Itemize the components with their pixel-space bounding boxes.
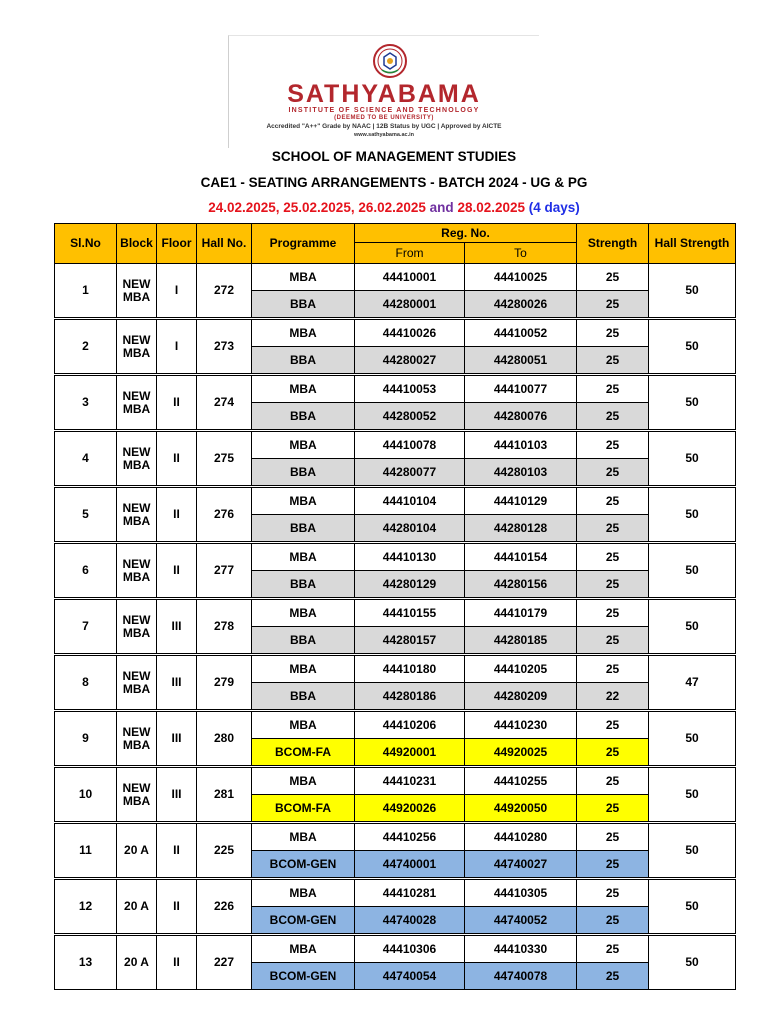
strength-cell: 25 bbox=[577, 824, 649, 851]
strength-cell: 25 bbox=[577, 907, 649, 934]
strength-cell: 25 bbox=[577, 656, 649, 683]
table-row bbox=[55, 264, 736, 291]
programme-cell: MBA bbox=[252, 544, 355, 571]
strength-cell: 25 bbox=[577, 739, 649, 766]
programme-cell: MBA bbox=[252, 936, 355, 963]
exam-dates bbox=[0, 200, 768, 215]
hall-strength-cell: 50 bbox=[649, 488, 736, 542]
strength-cell: 25 bbox=[577, 347, 649, 374]
block-cell: 20 A bbox=[117, 880, 157, 934]
header-to: To bbox=[465, 243, 577, 264]
reg-to-cell: 44410205 bbox=[465, 656, 577, 683]
strength-cell: 25 bbox=[577, 376, 649, 403]
block-cell: NEW MBA bbox=[117, 264, 157, 318]
institution-logo bbox=[228, 35, 539, 148]
university-emblem-icon bbox=[372, 43, 408, 79]
programme-cell: BCOM-GEN bbox=[252, 963, 355, 990]
reg-to-cell: 44280209 bbox=[465, 683, 577, 710]
reg-to-cell: 44280185 bbox=[465, 627, 577, 654]
strength-cell: 25 bbox=[577, 851, 649, 878]
sl-no-cell: 1 bbox=[55, 264, 117, 318]
floor-cell: I bbox=[157, 320, 197, 374]
programme-cell: BBA bbox=[252, 571, 355, 598]
reg-from-cell: 44920001 bbox=[355, 739, 465, 766]
strength-cell: 25 bbox=[577, 403, 649, 430]
strength-cell: 25 bbox=[577, 936, 649, 963]
hall-strength-cell: 50 bbox=[649, 432, 736, 486]
sl-no-cell: 7 bbox=[55, 600, 117, 654]
reg-from-cell: 44410180 bbox=[355, 656, 465, 683]
reg-to-cell: 44280156 bbox=[465, 571, 577, 598]
reg-to-cell: 44410129 bbox=[465, 488, 577, 515]
dates-text: 24.02.2025, 25.02.2025, 26.02.2025 bbox=[208, 200, 426, 215]
hall-no-cell: 274 bbox=[197, 376, 252, 430]
programme-cell: MBA bbox=[252, 432, 355, 459]
programme-cell: BCOM-GEN bbox=[252, 907, 355, 934]
strength-cell: 25 bbox=[577, 264, 649, 291]
hall-strength-cell: 50 bbox=[649, 880, 736, 934]
reg-from-cell: 44410104 bbox=[355, 488, 465, 515]
reg-from-cell: 44410078 bbox=[355, 432, 465, 459]
logo-website: www.sathyabama.ac.in bbox=[353, 132, 414, 138]
hall-no-cell: 225 bbox=[197, 824, 252, 878]
strength-cell: 25 bbox=[577, 768, 649, 795]
sl-no-cell: 3 bbox=[55, 376, 117, 430]
programme-cell: MBA bbox=[252, 600, 355, 627]
block-cell: NEW MBA bbox=[117, 544, 157, 598]
programme-cell: MBA bbox=[252, 656, 355, 683]
strength-cell: 25 bbox=[577, 320, 649, 347]
table-row bbox=[55, 712, 736, 739]
strength-cell: 25 bbox=[577, 712, 649, 739]
floor-cell: II bbox=[157, 488, 197, 542]
reg-from-cell: 44280129 bbox=[355, 571, 465, 598]
reg-from-cell: 44740001 bbox=[355, 851, 465, 878]
programme-cell: BBA bbox=[252, 347, 355, 374]
reg-from-cell: 44410001 bbox=[355, 264, 465, 291]
block-cell: NEW MBA bbox=[117, 768, 157, 822]
reg-from-cell: 44410256 bbox=[355, 824, 465, 851]
reg-from-cell: 44280077 bbox=[355, 459, 465, 486]
strength-cell: 25 bbox=[577, 880, 649, 907]
block-cell: NEW MBA bbox=[117, 320, 157, 374]
block-cell: NEW MBA bbox=[117, 656, 157, 710]
reg-to-cell: 44410052 bbox=[465, 320, 577, 347]
hall-strength-cell: 50 bbox=[649, 712, 736, 766]
sl-no-cell: 2 bbox=[55, 320, 117, 374]
logo-name: SATHYABAMA bbox=[287, 80, 481, 108]
hall-strength-cell: 47 bbox=[649, 656, 736, 710]
reg-from-cell: 44280052 bbox=[355, 403, 465, 430]
reg-from-cell: 44920026 bbox=[355, 795, 465, 822]
floor-cell: III bbox=[157, 656, 197, 710]
floor-cell: II bbox=[157, 880, 197, 934]
block-cell: NEW MBA bbox=[117, 376, 157, 430]
sl-no-cell: 11 bbox=[55, 824, 117, 878]
header-sl-no: Sl.No bbox=[55, 224, 117, 264]
logo-deemed: (DEEMED TO BE UNIVERSITY) bbox=[334, 115, 434, 121]
floor-cell: II bbox=[157, 376, 197, 430]
block-cell: NEW MBA bbox=[117, 432, 157, 486]
strength-cell: 25 bbox=[577, 544, 649, 571]
sl-no-cell: 12 bbox=[55, 880, 117, 934]
hall-no-cell: 227 bbox=[197, 936, 252, 990]
reg-to-cell: 44410255 bbox=[465, 768, 577, 795]
reg-to-cell: 44410025 bbox=[465, 264, 577, 291]
hall-strength-cell: 50 bbox=[649, 768, 736, 822]
reg-from-cell: 44740054 bbox=[355, 963, 465, 990]
floor-cell: I bbox=[157, 264, 197, 318]
reg-from-cell: 44410281 bbox=[355, 880, 465, 907]
strength-cell: 25 bbox=[577, 571, 649, 598]
reg-to-cell: 44280076 bbox=[465, 403, 577, 430]
hall-strength-cell: 50 bbox=[649, 600, 736, 654]
hall-strength-cell: 50 bbox=[649, 936, 736, 990]
hall-strength-cell: 50 bbox=[649, 320, 736, 374]
block-cell: NEW MBA bbox=[117, 600, 157, 654]
hall-no-cell: 275 bbox=[197, 432, 252, 486]
hall-no-cell: 273 bbox=[197, 320, 252, 374]
programme-cell: BCOM-GEN bbox=[252, 851, 355, 878]
reg-from-cell: 44410206 bbox=[355, 712, 465, 739]
programme-cell: BBA bbox=[252, 291, 355, 318]
seating-table bbox=[54, 223, 736, 990]
table-row bbox=[55, 320, 736, 347]
programme-cell: MBA bbox=[252, 264, 355, 291]
sl-no-cell: 13 bbox=[55, 936, 117, 990]
block-cell: 20 A bbox=[117, 824, 157, 878]
strength-cell: 25 bbox=[577, 488, 649, 515]
reg-to-cell: 44920050 bbox=[465, 795, 577, 822]
table-row bbox=[55, 880, 736, 907]
hall-strength-cell: 50 bbox=[649, 264, 736, 318]
table-row bbox=[55, 544, 736, 571]
block-cell: NEW MBA bbox=[117, 712, 157, 766]
programme-cell: MBA bbox=[252, 488, 355, 515]
reg-to-cell: 44280026 bbox=[465, 291, 577, 318]
floor-cell: II bbox=[157, 824, 197, 878]
hall-no-cell: 226 bbox=[197, 880, 252, 934]
reg-from-cell: 44410231 bbox=[355, 768, 465, 795]
reg-to-cell: 44280128 bbox=[465, 515, 577, 542]
hall-no-cell: 272 bbox=[197, 264, 252, 318]
header-programme: Programme bbox=[252, 224, 355, 264]
strength-cell: 25 bbox=[577, 795, 649, 822]
header-from: From bbox=[355, 243, 465, 264]
header-reg-no: Reg. No. bbox=[355, 224, 577, 243]
programme-cell: BBA bbox=[252, 459, 355, 486]
floor-cell: II bbox=[157, 432, 197, 486]
table-row bbox=[55, 768, 736, 795]
strength-cell: 25 bbox=[577, 963, 649, 990]
header-floor: Floor bbox=[157, 224, 197, 264]
sl-no-cell: 6 bbox=[55, 544, 117, 598]
table-row bbox=[55, 488, 736, 515]
table-row bbox=[55, 656, 736, 683]
hall-no-cell: 280 bbox=[197, 712, 252, 766]
reg-from-cell: 44280186 bbox=[355, 683, 465, 710]
reg-to-cell: 44410230 bbox=[465, 712, 577, 739]
strength-cell: 25 bbox=[577, 627, 649, 654]
reg-from-cell: 44410130 bbox=[355, 544, 465, 571]
table-row bbox=[55, 824, 736, 851]
sl-no-cell: 5 bbox=[55, 488, 117, 542]
table-row bbox=[55, 432, 736, 459]
reg-to-cell: 44410330 bbox=[465, 936, 577, 963]
reg-to-cell: 44410280 bbox=[465, 824, 577, 851]
hall-no-cell: 281 bbox=[197, 768, 252, 822]
table-row bbox=[55, 600, 736, 627]
header-block: Block bbox=[117, 224, 157, 264]
school-title: SCHOOL OF MANAGEMENT STUDIES bbox=[271, 149, 517, 164]
programme-cell: BBA bbox=[252, 627, 355, 654]
programme-cell: BCOM-FA bbox=[252, 739, 355, 766]
programme-cell: BBA bbox=[252, 515, 355, 542]
hall-no-cell: 278 bbox=[197, 600, 252, 654]
hall-strength-cell: 50 bbox=[649, 376, 736, 430]
floor-cell: III bbox=[157, 768, 197, 822]
sl-no-cell: 8 bbox=[55, 656, 117, 710]
reg-to-cell: 44410154 bbox=[465, 544, 577, 571]
exam-title: CAE1 - SEATING ARRANGEMENTS - BATCH 2024 - UG & PG bbox=[200, 175, 588, 190]
reg-from-cell: 44740028 bbox=[355, 907, 465, 934]
hall-strength-cell: 50 bbox=[649, 544, 736, 598]
logo-accreditation: Accredited "A++" Grade by NAAC | 12B Status by UGC | Approved by AICTE bbox=[266, 123, 502, 130]
strength-cell: 25 bbox=[577, 291, 649, 318]
table-row bbox=[55, 376, 736, 403]
reg-from-cell: 44280001 bbox=[355, 291, 465, 318]
reg-to-cell: 44410103 bbox=[465, 432, 577, 459]
floor-cell: II bbox=[157, 936, 197, 990]
programme-cell: MBA bbox=[252, 376, 355, 403]
reg-to-cell: 44280051 bbox=[465, 347, 577, 374]
floor-cell: III bbox=[157, 600, 197, 654]
reg-to-cell: 44410179 bbox=[465, 600, 577, 627]
sl-no-cell: 4 bbox=[55, 432, 117, 486]
strength-cell: 25 bbox=[577, 459, 649, 486]
block-cell: NEW MBA bbox=[117, 488, 157, 542]
sl-no-cell: 10 bbox=[55, 768, 117, 822]
programme-cell: MBA bbox=[252, 880, 355, 907]
hall-no-cell: 277 bbox=[197, 544, 252, 598]
strength-cell: 25 bbox=[577, 432, 649, 459]
programme-cell: BBA bbox=[252, 403, 355, 430]
logo-tagline: INSTITUTE OF SCIENCE AND TECHNOLOGY bbox=[288, 107, 480, 114]
programme-cell: BCOM-FA bbox=[252, 795, 355, 822]
dates-and: and bbox=[429, 200, 454, 215]
programme-cell: MBA bbox=[252, 712, 355, 739]
programme-cell: MBA bbox=[252, 824, 355, 851]
programme-cell: MBA bbox=[252, 768, 355, 795]
hall-no-cell: 276 bbox=[197, 488, 252, 542]
header-hall-strength: Hall Strength bbox=[649, 224, 736, 264]
reg-from-cell: 44410155 bbox=[355, 600, 465, 627]
reg-to-cell: 44740078 bbox=[465, 963, 577, 990]
reg-to-cell: 44410305 bbox=[465, 880, 577, 907]
reg-from-cell: 44410026 bbox=[355, 320, 465, 347]
strength-cell: 25 bbox=[577, 600, 649, 627]
table-row bbox=[55, 936, 736, 963]
reg-to-cell: 44410077 bbox=[465, 376, 577, 403]
reg-to-cell: 44740052 bbox=[465, 907, 577, 934]
reg-from-cell: 44410053 bbox=[355, 376, 465, 403]
floor-cell: III bbox=[157, 712, 197, 766]
floor-cell: II bbox=[157, 544, 197, 598]
programme-cell: MBA bbox=[252, 320, 355, 347]
reg-from-cell: 44410306 bbox=[355, 936, 465, 963]
sl-no-cell: 9 bbox=[55, 712, 117, 766]
header-strength: Strength bbox=[577, 224, 649, 264]
hall-strength-cell: 50 bbox=[649, 824, 736, 878]
strength-cell: 25 bbox=[577, 515, 649, 542]
reg-from-cell: 44280027 bbox=[355, 347, 465, 374]
strength-cell: 22 bbox=[577, 683, 649, 710]
reg-from-cell: 44280157 bbox=[355, 627, 465, 654]
seating-table-body bbox=[55, 264, 736, 990]
block-cell: 20 A bbox=[117, 936, 157, 990]
programme-cell: BBA bbox=[252, 683, 355, 710]
reg-to-cell: 44920025 bbox=[465, 739, 577, 766]
last-date: 28.02.2025 bbox=[457, 200, 526, 215]
reg-from-cell: 44280104 bbox=[355, 515, 465, 542]
reg-to-cell: 44280103 bbox=[465, 459, 577, 486]
hall-no-cell: 279 bbox=[197, 656, 252, 710]
header-hall-no: Hall No. bbox=[197, 224, 252, 264]
days-count: (4 days) bbox=[528, 200, 580, 215]
reg-to-cell: 44740027 bbox=[465, 851, 577, 878]
